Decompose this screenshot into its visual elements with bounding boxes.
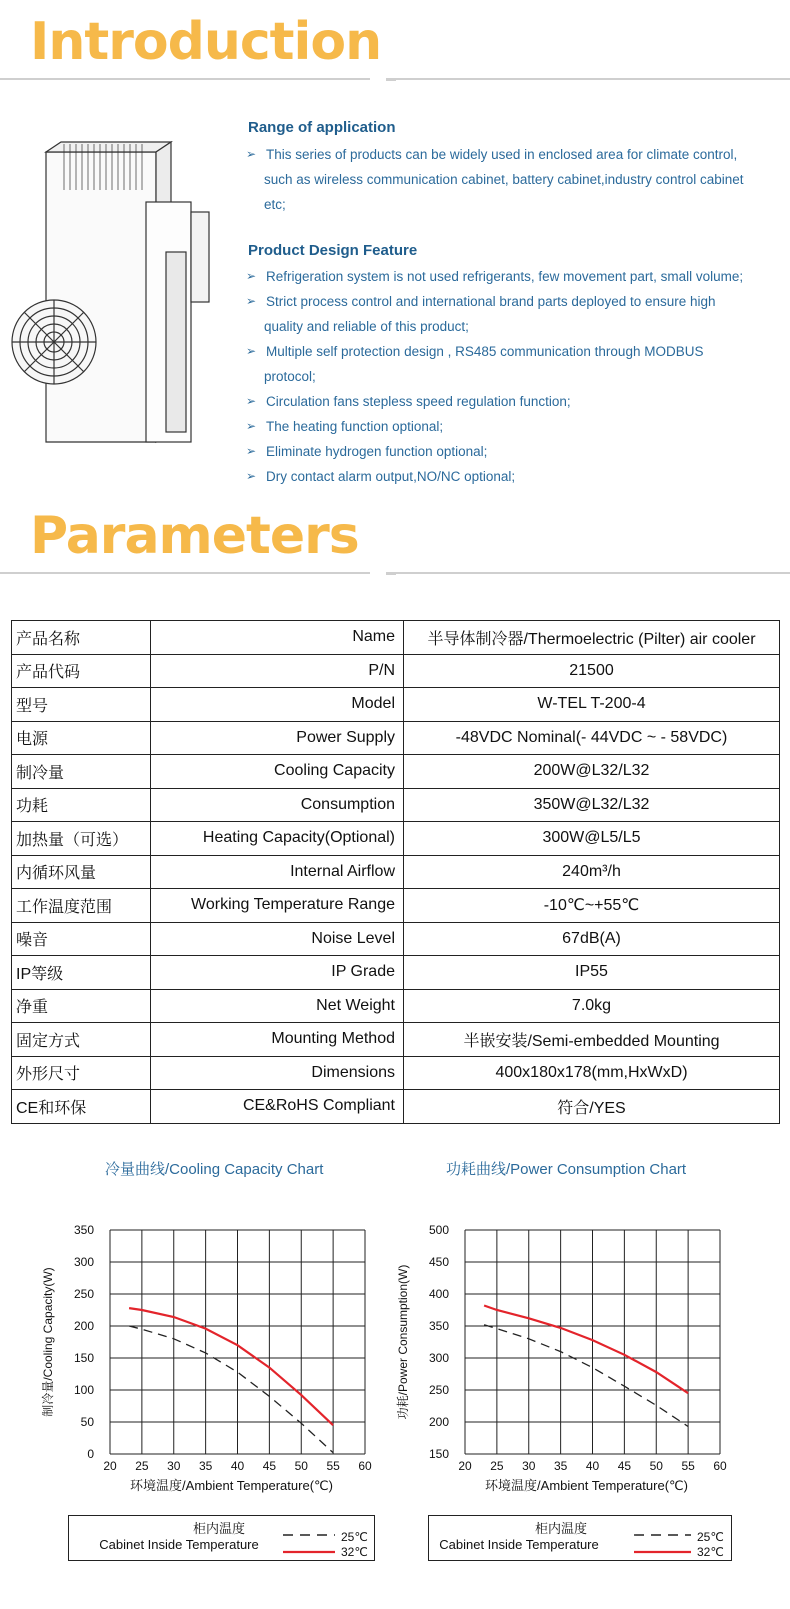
arrow-icon: ➢ — [246, 269, 257, 283]
introduction-heading: Introduction — [30, 12, 382, 72]
param-value: 240m³/h — [404, 855, 780, 889]
param-en: Consumption — [151, 788, 404, 822]
x-axis-label: 环境温度/Ambient Temperature(℃) — [485, 1478, 688, 1493]
y-tick-label: 200 — [428, 1415, 449, 1429]
y-tick-label: 0 — [87, 1447, 94, 1461]
param-cn: 内循环风量 — [12, 855, 151, 889]
x-tick-label: 30 — [522, 1459, 536, 1473]
table-row — [12, 855, 780, 889]
y-tick-label: 450 — [428, 1255, 449, 1269]
list-item: ➢ Refrigeration system is not used refrigerants, few movement part, small volume; — [244, 264, 784, 289]
x-tick-label: 25 — [490, 1459, 504, 1473]
param-en: IP Grade — [151, 956, 404, 990]
legend-32: 32℃ — [341, 1545, 368, 1559]
param-value: -48VDC Nominal(- 44VDC ~ - 58VDC) — [404, 721, 780, 755]
list-item: ➢ The heating function optional; — [244, 414, 784, 439]
x-tick-label: 45 — [262, 1459, 277, 1473]
param-en: Cooling Capacity — [151, 755, 404, 789]
legend-32: 32℃ — [697, 1545, 724, 1559]
series-line-32c — [484, 1306, 688, 1394]
param-value: -10℃~+55℃ — [404, 889, 780, 923]
design-title: Product Design Feature — [248, 242, 418, 259]
product-illustration — [6, 142, 226, 522]
param-en: Heating Capacity(Optional) — [151, 822, 404, 856]
param-cn: 固定方式 — [12, 1023, 151, 1057]
param-value: 400x180x178(mm,HxWxD) — [404, 1056, 780, 1090]
param-value: 7.0kg — [404, 989, 780, 1023]
table-row — [12, 621, 780, 655]
param-cn: 功耗 — [12, 788, 151, 822]
power-consumption-chart — [395, 1210, 790, 1500]
param-cn: 噪音 — [12, 922, 151, 956]
y-tick-label: 500 — [428, 1223, 449, 1237]
x-axis-label: 环境温度/Ambient Temperature(℃) — [130, 1478, 333, 1493]
legend-label-en: Cabinet Inside Temperature — [99, 1537, 259, 1552]
list-item: ➢ Eliminate hydrogen function optional; — [244, 439, 784, 464]
y-tick-label: 250 — [73, 1287, 94, 1301]
param-en: CE&RoHS Compliant — [151, 1090, 404, 1124]
y-tick-label: 100 — [73, 1383, 94, 1397]
y-tick-label: 150 — [428, 1447, 449, 1461]
param-value: 300W@L5/L5 — [404, 822, 780, 856]
table-row — [12, 1023, 780, 1057]
param-cn: IP等级 — [12, 956, 151, 990]
divider-dash — [386, 572, 396, 575]
power-legend — [428, 1515, 732, 1561]
param-cn: 制冷量 — [12, 755, 151, 789]
param-cn: 产品代码 — [12, 654, 151, 688]
param-en: Working Temperature Range — [151, 889, 404, 923]
y-tick-label: 250 — [428, 1383, 449, 1397]
power-chart-title: 功耗曲线/Power Consumption Chart — [446, 1161, 687, 1178]
design-list — [244, 264, 784, 489]
param-value: 符合/YES — [404, 1090, 780, 1124]
list-item: such as wireless communication cabinet, battery cabinet,industry control cabinet — [264, 172, 744, 187]
param-value: 200W@L32/L32 — [404, 755, 780, 789]
divider-dash — [386, 78, 396, 81]
y-tick-label: 200 — [73, 1319, 94, 1333]
x-tick-label: 60 — [358, 1459, 372, 1473]
list-item: etc; — [264, 197, 286, 212]
range-title: Range of application — [248, 119, 396, 136]
param-en: Model — [151, 688, 404, 722]
list-item: ➢ Circulation fans stepless speed regulation function; — [244, 389, 784, 414]
table-row — [12, 721, 780, 755]
param-value: 半导体制冷器/Thermoelectric (Pilter) air cooler — [404, 621, 780, 655]
table-row — [12, 688, 780, 722]
parameters-table — [11, 620, 780, 1124]
y-tick-label: 300 — [428, 1351, 449, 1365]
table-row — [12, 956, 780, 990]
x-tick-label: 55 — [681, 1459, 695, 1473]
table-row — [12, 1056, 780, 1090]
x-tick-label: 35 — [198, 1459, 213, 1473]
x-tick-label: 50 — [294, 1459, 308, 1473]
table-row — [12, 989, 780, 1023]
x-tick-label: 60 — [713, 1459, 727, 1473]
param-en: Net Weight — [151, 989, 404, 1023]
cooling-chart-title: 冷量曲线/Cooling Capacity Chart — [105, 1161, 324, 1178]
list-item: protocol; — [264, 369, 316, 384]
x-tick-label: 50 — [649, 1459, 663, 1473]
param-cn: 加热量（可选） — [12, 822, 151, 856]
param-value: 21500 — [404, 654, 780, 688]
table-row — [12, 889, 780, 923]
table-row — [12, 788, 780, 822]
x-tick-label: 45 — [617, 1459, 632, 1473]
y-tick-label: 400 — [428, 1287, 449, 1301]
y-tick-label: 350 — [73, 1223, 94, 1237]
param-en: Internal Airflow — [151, 855, 404, 889]
list-item: ➢ Strict process control and international brand parts deployed to ensure high — [244, 289, 784, 314]
param-cn: 型号 — [12, 688, 151, 722]
series-line-25c — [484, 1325, 688, 1427]
table-row — [12, 755, 780, 789]
x-tick-label: 55 — [326, 1459, 340, 1473]
table-row — [12, 922, 780, 956]
list-item: quality and reliable of this product; — [264, 319, 469, 334]
param-value: IP55 — [404, 956, 780, 990]
series-line-25c — [129, 1326, 333, 1453]
param-cn: CE和环保 — [12, 1090, 151, 1124]
y-tick-label: 300 — [73, 1255, 94, 1269]
cooling-capacity-chart — [0, 1210, 395, 1500]
table-row — [12, 822, 780, 856]
arrow-icon: ➢ — [246, 344, 257, 358]
param-en: Name — [151, 621, 404, 655]
legend-25: 25℃ — [341, 1530, 368, 1544]
arrow-icon: ➢ — [246, 294, 257, 308]
arrow-icon: ➢ — [246, 419, 257, 433]
param-en: Noise Level — [151, 922, 404, 956]
x-tick-label: 20 — [103, 1459, 117, 1473]
legend-label-cn: 柜内温度 — [534, 1521, 588, 1536]
arrow-icon: ➢ — [246, 147, 257, 161]
param-cn: 产品名称 — [12, 621, 151, 655]
param-value: 67dB(A) — [404, 922, 780, 956]
table-row — [12, 1090, 780, 1124]
y-tick-label: 350 — [428, 1319, 449, 1333]
x-tick-label: 30 — [167, 1459, 181, 1473]
x-tick-label: 40 — [585, 1459, 600, 1473]
list-item: ➢ Multiple self protection design , RS485 communication through MODBUS — [244, 339, 784, 364]
legend-label-cn: 柜内温度 — [192, 1521, 246, 1536]
param-cn: 外形尺寸 — [12, 1056, 151, 1090]
param-en: P/N — [151, 654, 404, 688]
arrow-icon: ➢ — [246, 444, 257, 458]
arrow-icon: ➢ — [246, 394, 257, 408]
y-axis-label: 功耗/Power Consumption(W) — [396, 1264, 410, 1420]
param-cn: 净重 — [12, 989, 151, 1023]
param-value: 半嵌安装/Semi-embedded Mounting — [404, 1023, 780, 1057]
list-item: ➢ This series of products can be widely used in enclosed area for climate control, — [244, 142, 784, 167]
param-cn: 电源 — [12, 721, 151, 755]
legend-25: 25℃ — [697, 1530, 724, 1544]
param-en: Power Supply — [151, 721, 404, 755]
y-tick-label: 150 — [73, 1351, 94, 1365]
param-en: Mounting Method — [151, 1023, 404, 1057]
table-row — [12, 654, 780, 688]
parameters-heading: Parameters — [30, 506, 359, 566]
y-tick-label: 50 — [80, 1415, 94, 1429]
x-tick-label: 40 — [230, 1459, 245, 1473]
list-item: ➢ Dry contact alarm output,NO/NC optional; — [244, 464, 784, 489]
param-en: Dimensions — [151, 1056, 404, 1090]
x-tick-label: 20 — [458, 1459, 472, 1473]
cooling-legend — [68, 1515, 375, 1561]
x-tick-label: 25 — [135, 1459, 149, 1473]
arrow-icon: ➢ — [246, 469, 257, 483]
param-value: 350W@L32/L32 — [404, 788, 780, 822]
x-tick-label: 35 — [553, 1459, 568, 1473]
param-cn: 工作温度范围 — [12, 889, 151, 923]
param-value: W-TEL T-200-4 — [404, 688, 780, 722]
range-list — [244, 142, 784, 217]
legend-label-en: Cabinet Inside Temperature — [439, 1537, 599, 1552]
y-axis-label: 制冷量/Cooling Capacity(W) — [41, 1267, 55, 1417]
